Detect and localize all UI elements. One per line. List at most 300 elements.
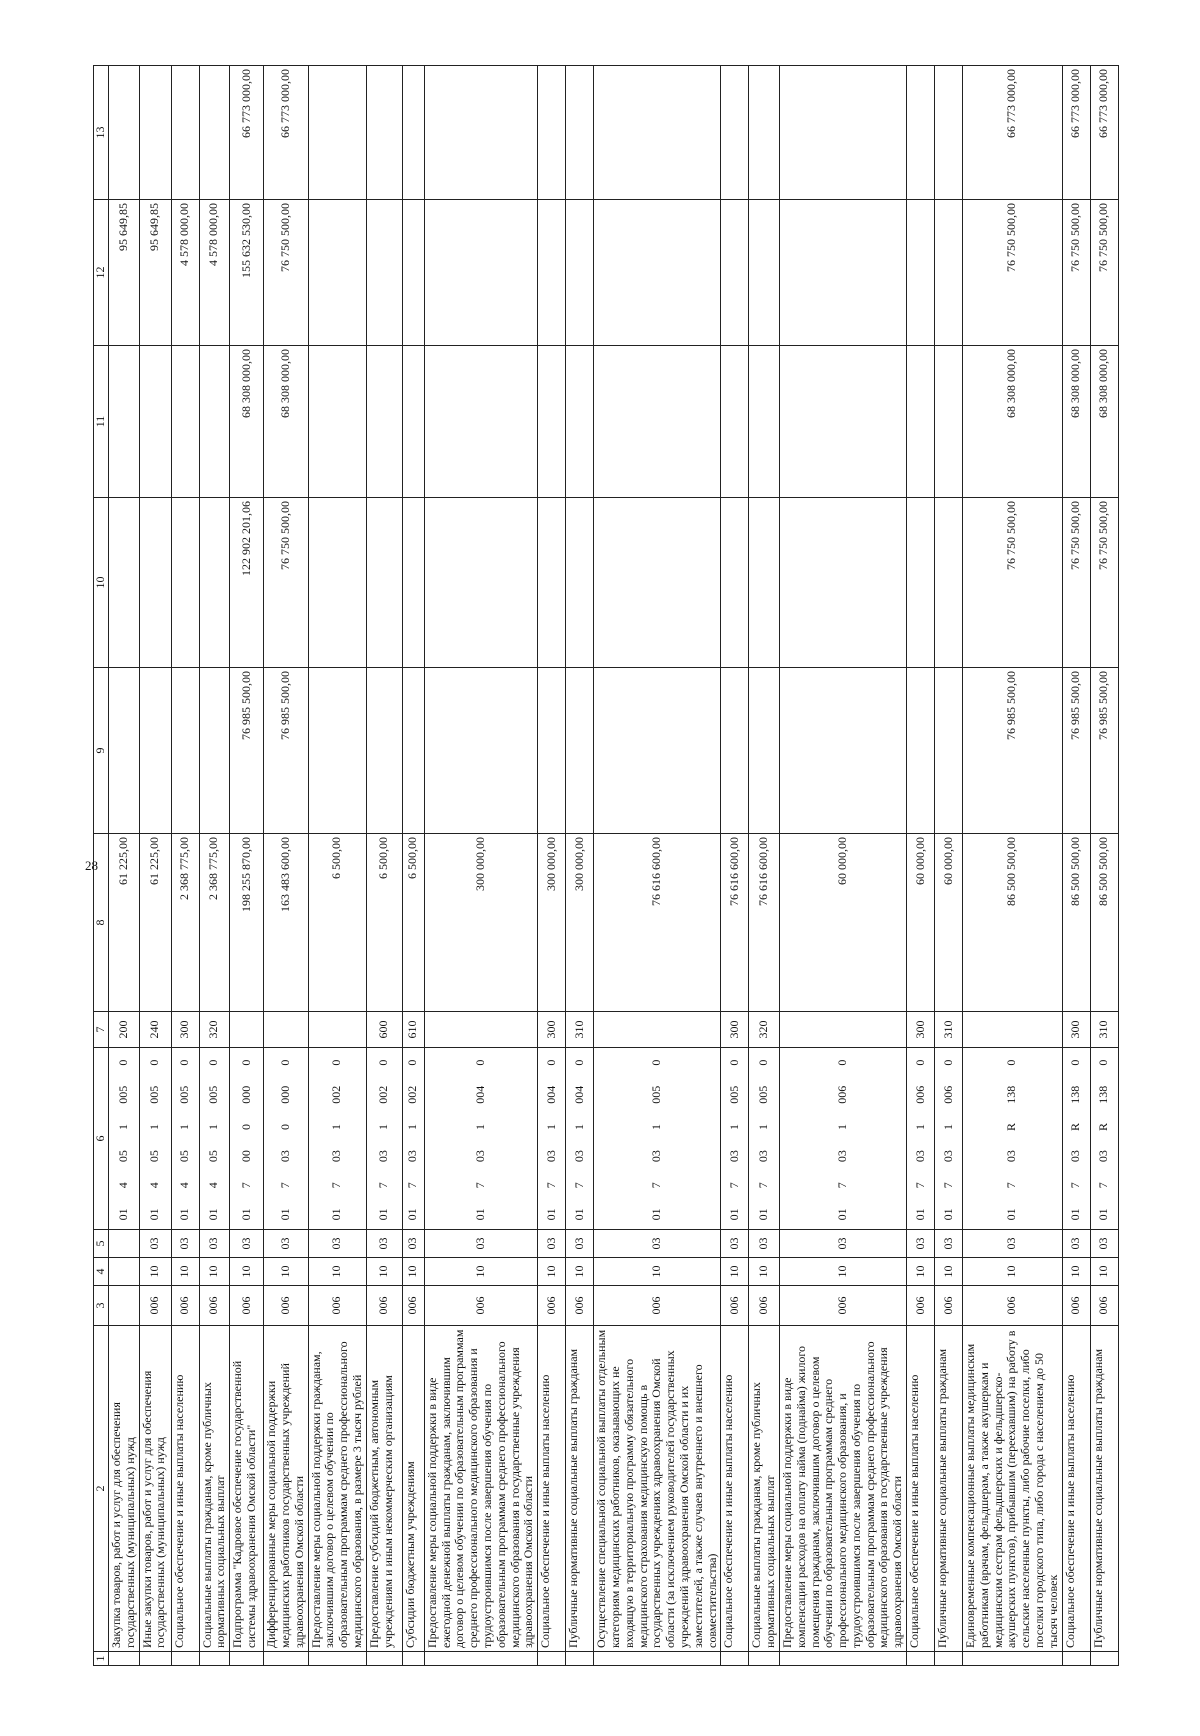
vr-code — [264, 1012, 308, 1048]
cs-code-part: 0 — [1004, 1059, 1019, 1066]
amount-c9 — [566, 668, 594, 834]
row-name: Иные закупки товаров, работ и услуг для обеспечения государственных (муниципальных) нужд — [139, 1326, 171, 1652]
vr-code: 600 — [366, 1012, 402, 1048]
amount-c10 — [308, 498, 366, 668]
amount-c10: 76 750 500,00 — [1090, 498, 1118, 668]
amount-c9 — [424, 668, 537, 834]
cs-code-parts — [377, 1048, 391, 1229]
amount-c12: 95 649,85 — [139, 200, 171, 346]
amount-c8: 300 000,00 — [566, 834, 594, 1012]
cs-code-part: 002 — [376, 1085, 391, 1104]
cs-code-part: 03 — [649, 1150, 664, 1163]
table-row — [538, 66, 566, 1666]
cs-code-part: 7 — [571, 1182, 586, 1189]
row-marker-cell — [538, 1652, 566, 1666]
cs-code-part: R — [1068, 1122, 1083, 1131]
vr-code: 610 — [402, 1012, 424, 1048]
amount-c12 — [538, 200, 566, 346]
amount-c12 — [424, 200, 537, 346]
vr-code — [424, 1012, 537, 1048]
table-row — [199, 66, 230, 1666]
amount-c9 — [109, 668, 140, 834]
amount-c10 — [779, 498, 906, 668]
cs-code-part: 1 — [835, 1123, 850, 1130]
amount-c12 — [721, 200, 749, 346]
cs-code-part: 4 — [115, 1182, 130, 1189]
amount-c9: 76 985 500,00 — [1062, 668, 1090, 834]
rz-code: 10 — [721, 1258, 749, 1286]
cs-code-part: 0 — [115, 1059, 130, 1066]
gr-code: 006 — [366, 1286, 402, 1326]
rz-code: 10 — [907, 1258, 935, 1286]
cs-code-part: 1 — [329, 1123, 344, 1130]
cs-code-part: 01 — [277, 1208, 292, 1221]
rz-code: 10 — [594, 1258, 721, 1286]
amount-c9: 76 985 500,00 — [264, 668, 308, 834]
cs-code-parts — [117, 1048, 131, 1229]
pr-code: 03 — [907, 1230, 935, 1258]
cs-code-part: 1 — [571, 1123, 586, 1130]
row-name: Осуществление специальной социальной выплаты отдельным категориям медицинских работников, оказывающих не входящую в территориальную программу обязательного медицинского страхования медицинскую помощь в государственных учреждениях здравоохранения Омской области (за исключением руководителей государственных учреждений здравоохранения Омской области и их заместителей, а также случаев внутреннего и внешнего совместительства) — [594, 1326, 721, 1652]
gr-code: 006 — [721, 1286, 749, 1326]
amount-c8: 300 000,00 — [424, 834, 537, 1012]
cs-code-part: 002 — [405, 1085, 420, 1104]
cs-code-part: 006 — [835, 1085, 850, 1104]
cs-code-part: 01 — [1068, 1208, 1083, 1221]
row-marker-cell — [402, 1652, 424, 1666]
amount-c9: 76 985 500,00 — [230, 668, 264, 834]
amount-c13 — [566, 66, 594, 200]
amount-c12: 4 578 000,00 — [171, 200, 199, 346]
cs-code-parts — [545, 1048, 559, 1229]
amount-c9 — [721, 668, 749, 834]
cs-code-part: 0 — [756, 1059, 771, 1066]
cs-code-part: 0 — [571, 1059, 586, 1066]
cs-code — [1090, 1048, 1118, 1230]
rz-code: 10 — [264, 1258, 308, 1286]
pr-code: 03 — [230, 1230, 264, 1258]
cs-code-parts — [207, 1048, 221, 1229]
pr-code: 03 — [779, 1230, 906, 1258]
cs-code-part: 03 — [277, 1150, 292, 1163]
cs-code-part: 002 — [329, 1085, 344, 1104]
amount-c10 — [139, 498, 171, 668]
column-header: 2 — [94, 1326, 109, 1652]
cs-code-parts — [1069, 1048, 1083, 1229]
rz-code: 10 — [139, 1258, 171, 1286]
gr-code: 006 — [1062, 1286, 1090, 1326]
gr-code: 006 — [264, 1286, 308, 1326]
cs-code — [402, 1048, 424, 1230]
page-number: 28 — [85, 858, 98, 873]
cs-code-part: 00 — [238, 1150, 253, 1163]
rz-code: 10 — [779, 1258, 906, 1286]
row-marker-cell — [424, 1652, 537, 1666]
row-name: Субсидии бюджетным учреждениям — [402, 1326, 424, 1652]
cs-code-part: 1 — [206, 1123, 221, 1130]
amount-c12 — [594, 200, 721, 346]
amount-c10: 76 750 500,00 — [264, 498, 308, 668]
cs-code — [566, 1048, 594, 1230]
cs-code-part: 1 — [473, 1123, 488, 1130]
cs-code-parts — [650, 1048, 664, 1229]
amount-c10: 76 750 500,00 — [1062, 498, 1090, 668]
pr-code: 03 — [594, 1230, 721, 1258]
row-marker-cell — [199, 1652, 230, 1666]
pr-code: 03 — [264, 1230, 308, 1258]
cs-code-part: 01 — [835, 1208, 850, 1221]
cs-code-parts — [914, 1048, 928, 1229]
cs-code-part: 01 — [1004, 1208, 1019, 1221]
amount-c9 — [402, 668, 424, 834]
pr-code: 03 — [171, 1230, 199, 1258]
cs-code-part: 7 — [405, 1182, 420, 1189]
cs-code-part: 0 — [329, 1059, 344, 1066]
table-row — [907, 66, 935, 1666]
table-row — [935, 66, 963, 1666]
vr-code: 300 — [721, 1012, 749, 1048]
amount-c13 — [779, 66, 906, 200]
row-name: Социальные выплаты гражданам, кроме публичных нормативных социальных выплат — [199, 1326, 230, 1652]
pr-code: 03 — [1090, 1230, 1118, 1258]
amount-c9: 76 985 500,00 — [963, 668, 1063, 834]
gr-code: 006 — [963, 1286, 1063, 1326]
cs-code-part: 7 — [376, 1182, 391, 1189]
vr-code: 310 — [566, 1012, 594, 1048]
amount-c13 — [171, 66, 199, 200]
table-row — [963, 66, 1063, 1666]
gr-code: 006 — [308, 1286, 366, 1326]
cs-code-part: 0 — [726, 1059, 741, 1066]
cs-code-part: 1 — [376, 1123, 391, 1130]
table-row — [749, 66, 780, 1666]
row-name: Подпрограмма "Кадровое обеспечение государственной системы здравоохранения Омской области" — [230, 1326, 264, 1652]
amount-c8: 76 616 600,00 — [594, 834, 721, 1012]
row-name: Социальные выплаты гражданам, кроме публичных нормативных социальных выплат — [749, 1326, 780, 1652]
cs-code-part: 03 — [376, 1150, 391, 1163]
amount-c11 — [308, 346, 366, 498]
cs-code — [424, 1048, 537, 1230]
vr-code: 300 — [907, 1012, 935, 1048]
amount-c13 — [199, 66, 230, 200]
amount-c11 — [721, 346, 749, 498]
cs-code — [308, 1048, 366, 1230]
cs-code-parts — [406, 1048, 420, 1229]
cs-code-part: 138 — [1004, 1085, 1019, 1104]
cs-code-part: 0 — [147, 1059, 162, 1066]
amount-c12 — [366, 200, 402, 346]
cs-code-part: 03 — [405, 1150, 420, 1163]
amount-c8: 76 616 600,00 — [721, 834, 749, 1012]
amount-c13 — [749, 66, 780, 200]
cs-code-part: 0 — [543, 1059, 558, 1066]
cs-code-part: 0 — [376, 1059, 391, 1066]
amount-c13: 66 773 000,00 — [963, 66, 1063, 200]
cs-code-part: 7 — [543, 1182, 558, 1189]
row-marker-cell — [594, 1652, 721, 1666]
cs-code — [1062, 1048, 1090, 1230]
row-name: Социальное обеспечение и иные выплаты населению — [171, 1326, 199, 1652]
cs-code-part: 000 — [238, 1085, 253, 1104]
amount-c12 — [779, 200, 906, 346]
cs-code-part: 005 — [147, 1085, 162, 1104]
amount-c11 — [749, 346, 780, 498]
amount-c13 — [402, 66, 424, 200]
row-name: Дифференцированные меры социальной поддержки медицинских работников государственных учреждений здравоохранения Омской области — [264, 1326, 308, 1652]
row-marker-cell — [721, 1652, 749, 1666]
cs-code-part: 01 — [1096, 1208, 1111, 1221]
cs-code-part: 005 — [177, 1085, 192, 1104]
rz-code: 10 — [566, 1258, 594, 1286]
cs-code-part: 01 — [912, 1208, 927, 1221]
amount-c13 — [538, 66, 566, 200]
cs-code-part: 005 — [115, 1085, 130, 1104]
row-name: Закупка товаров, работ и услуг для обеспечения государственных (муниципальных) нужд — [109, 1326, 140, 1652]
amount-c13 — [424, 66, 537, 200]
amount-c12 — [907, 200, 935, 346]
cs-code-part: 004 — [543, 1085, 558, 1104]
cs-code-parts — [942, 1048, 956, 1229]
cs-code-part: 01 — [940, 1208, 955, 1221]
amount-c12: 155 632 530,00 — [230, 200, 264, 346]
cs-code-part: 1 — [726, 1123, 741, 1130]
amount-c8: 60 000,00 — [907, 834, 935, 1012]
cs-code-part: 1 — [756, 1123, 771, 1130]
row-marker-cell — [749, 1652, 780, 1666]
amount-c12: 76 750 500,00 — [1090, 200, 1118, 346]
table-row — [779, 66, 906, 1666]
cs-code-part: 1 — [115, 1123, 130, 1130]
cs-code-parts — [836, 1048, 850, 1229]
cs-code-parts — [148, 1048, 162, 1229]
cs-code-part: 01 — [649, 1208, 664, 1221]
gr-code: 006 — [402, 1286, 424, 1326]
amount-c11 — [366, 346, 402, 498]
table-row — [139, 66, 171, 1666]
rz-code: 10 — [963, 1258, 1063, 1286]
table-row — [171, 66, 199, 1666]
amount-c9 — [366, 668, 402, 834]
cs-code-part: 0 — [277, 1059, 292, 1066]
pr-code: 03 — [963, 1230, 1063, 1258]
amount-c10 — [109, 498, 140, 668]
amount-c13: 66 773 000,00 — [1090, 66, 1118, 200]
amount-c11: 68 308 000,00 — [264, 346, 308, 498]
gr-code: 006 — [171, 1286, 199, 1326]
cs-code-part: 1 — [912, 1123, 927, 1130]
cs-code-part: 03 — [1096, 1150, 1111, 1163]
row-marker-cell — [366, 1652, 402, 1666]
amount-c9 — [538, 668, 566, 834]
cs-code-part: 03 — [543, 1150, 558, 1163]
cs-code-part: 0 — [473, 1059, 488, 1066]
rz-code: 10 — [424, 1258, 537, 1286]
gr-code: 006 — [779, 1286, 906, 1326]
amount-c13 — [935, 66, 963, 200]
amount-c10 — [199, 498, 230, 668]
cs-code-part: 7 — [1068, 1182, 1083, 1189]
amount-c9: 76 985 500,00 — [1090, 668, 1118, 834]
amount-c9 — [907, 668, 935, 834]
rz-code: 10 — [230, 1258, 264, 1286]
cs-code — [264, 1048, 308, 1230]
cs-code-parts — [474, 1048, 488, 1229]
amount-c10: 76 750 500,00 — [963, 498, 1063, 668]
cs-code — [594, 1048, 721, 1230]
vr-code: 300 — [538, 1012, 566, 1048]
cs-code-part: 005 — [649, 1085, 664, 1104]
amount-c8: 61 225,00 — [109, 834, 140, 1012]
amount-c12: 4 578 000,00 — [199, 200, 230, 346]
amount-c8: 86 500 500,00 — [1062, 834, 1090, 1012]
gr-code: 006 — [566, 1286, 594, 1326]
cs-code-part: 03 — [912, 1150, 927, 1163]
cs-code-part: 7 — [835, 1182, 850, 1189]
amount-c10 — [935, 498, 963, 668]
vr-code: 300 — [1062, 1012, 1090, 1048]
cs-code-part: 7 — [277, 1182, 292, 1189]
cs-code-part: 01 — [147, 1208, 162, 1221]
vr-code: 240 — [139, 1012, 171, 1048]
amount-c11 — [402, 346, 424, 498]
cs-code-part: 7 — [329, 1182, 344, 1189]
cs-code — [721, 1048, 749, 1230]
cs-code-part: 7 — [726, 1182, 741, 1189]
row-marker-cell — [1090, 1652, 1118, 1666]
amount-c8: 300 000,00 — [538, 834, 566, 1012]
vr-code — [594, 1012, 721, 1048]
rz-code: 10 — [749, 1258, 780, 1286]
cs-code-parts — [1097, 1048, 1111, 1229]
amount-c13 — [594, 66, 721, 200]
cs-code-part: 138 — [1096, 1085, 1111, 1104]
cs-code — [935, 1048, 963, 1230]
cs-code-part: 006 — [912, 1085, 927, 1104]
amount-c11 — [538, 346, 566, 498]
amount-c8: 76 616 600,00 — [749, 834, 780, 1012]
cs-code-part: 1 — [543, 1123, 558, 1130]
cs-code-parts — [279, 1048, 293, 1229]
row-name: Предоставление меры социальной поддержки в виде ежегодной денежной выплаты гражданам, заключившим договор о целевом обучении по образовательным программам среднего профессионального медицинского образования и трудоустроившимся после завершения обучения по образовательным программам среднего профессионального медицинского образования в государственные учреждения здравоохранения Омской области — [424, 1326, 537, 1652]
cs-code-part: 005 — [756, 1085, 771, 1104]
cs-code-part: 138 — [1068, 1085, 1083, 1104]
column-header: 6 — [94, 1048, 109, 1230]
table-row — [308, 66, 366, 1666]
rz-code: 10 — [199, 1258, 230, 1286]
cs-code-part: 03 — [329, 1150, 344, 1163]
cs-code-part: 01 — [206, 1208, 221, 1221]
amount-c10: 122 902 201,06 — [230, 498, 264, 668]
cs-code-part: 0 — [206, 1059, 221, 1066]
rz-code: 10 — [1062, 1258, 1090, 1286]
cs-code-part: 01 — [726, 1208, 741, 1221]
cs-code-part: 0 — [238, 1123, 253, 1130]
amount-c8: 6 500,00 — [308, 834, 366, 1012]
gr-code: 006 — [1090, 1286, 1118, 1326]
amount-c12 — [308, 200, 366, 346]
gr-code: 006 — [424, 1286, 537, 1326]
pr-code: 03 — [139, 1230, 171, 1258]
row-name: Социальное обеспечение и иные выплаты населению — [721, 1326, 749, 1652]
cs-code-part: 0 — [405, 1059, 420, 1066]
amount-c12 — [566, 200, 594, 346]
row-marker-cell — [109, 1652, 140, 1666]
amount-c11 — [566, 346, 594, 498]
cs-code-part: 03 — [835, 1150, 850, 1163]
pr-code: 03 — [199, 1230, 230, 1258]
cs-code — [366, 1048, 402, 1230]
cs-code-part: 4 — [147, 1182, 162, 1189]
table-row — [1062, 66, 1090, 1666]
pr-code: 03 — [424, 1230, 537, 1258]
amount-c8: 60 000,00 — [935, 834, 963, 1012]
cs-code-part: 4 — [206, 1182, 221, 1189]
amount-c11 — [907, 346, 935, 498]
cs-code-part: 7 — [756, 1182, 771, 1189]
table-row — [402, 66, 424, 1666]
row-marker-cell — [230, 1652, 264, 1666]
gr-code: 006 — [199, 1286, 230, 1326]
column-header: 1 — [94, 1652, 109, 1666]
amount-c10 — [566, 498, 594, 668]
cs-code-part: 7 — [649, 1182, 664, 1189]
gr-code: 006 — [230, 1286, 264, 1326]
gr-code: 006 — [139, 1286, 171, 1326]
row-marker-cell — [308, 1652, 366, 1666]
rz-code: 10 — [402, 1258, 424, 1286]
amount-c8: 6 500,00 — [402, 834, 424, 1012]
cs-code-part: 0 — [912, 1059, 927, 1066]
amount-c11 — [935, 346, 963, 498]
row-marker-cell — [935, 1652, 963, 1666]
amount-c11 — [199, 346, 230, 498]
row-marker-cell — [566, 1652, 594, 1666]
amount-c13 — [308, 66, 366, 200]
cs-code-part: 01 — [329, 1208, 344, 1221]
rz-code: 10 — [366, 1258, 402, 1286]
cs-code-part: 05 — [147, 1150, 162, 1163]
column-header: 12 — [94, 200, 109, 346]
amount-c12: 95 649,85 — [109, 200, 140, 346]
amount-c13 — [721, 66, 749, 200]
table-row — [264, 66, 308, 1666]
amount-c8: 60 000,00 — [779, 834, 906, 1012]
cs-code-part: 005 — [726, 1085, 741, 1104]
cs-code-part: 006 — [940, 1085, 955, 1104]
amount-c13: 66 773 000,00 — [264, 66, 308, 200]
cs-code-parts — [573, 1048, 587, 1229]
cs-code — [907, 1048, 935, 1230]
cs-code-part: 0 — [238, 1059, 253, 1066]
vr-code: 200 — [109, 1012, 140, 1048]
cs-code — [749, 1048, 780, 1230]
table-row — [424, 66, 537, 1666]
cs-code-part: R — [1004, 1122, 1019, 1131]
row-marker-cell — [907, 1652, 935, 1666]
pr-code: 03 — [366, 1230, 402, 1258]
cs-code — [963, 1048, 1063, 1230]
amount-c8: 86 500 500,00 — [1090, 834, 1118, 1012]
row-marker-cell — [1062, 1652, 1090, 1666]
row-name: Единовременные компенсационные выплаты медицинским работникам (врачам, фельдшерам, а также акушеркам и медицинским сестрам фельдшерских и фельдшерско-акушерских пунктов), прибывшим (переехавшим) на работу в сельские населенные пункты, либо рабочие поселки, либо поселки городского типа, либо города с населением до 50 тысяч человек — [963, 1326, 1063, 1652]
amount-c12 — [935, 200, 963, 346]
pr-code: 03 — [402, 1230, 424, 1258]
cs-code-part: 7 — [940, 1182, 955, 1189]
pr-code: 03 — [749, 1230, 780, 1258]
amount-c10 — [749, 498, 780, 668]
vr-code: 300 — [171, 1012, 199, 1048]
cs-code-part: 05 — [177, 1150, 192, 1163]
